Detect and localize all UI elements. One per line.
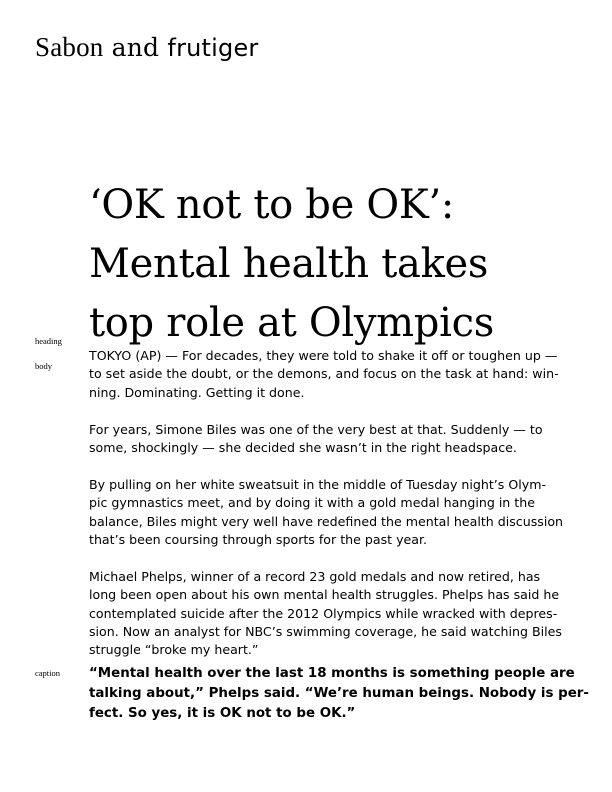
body-line: balance, Biles might very well have redefined the mental health discussion [89,513,564,529]
caption-line: “Mental health over the last 18 months is something people are [89,666,575,681]
body-line: pic gymnastics meet, and by doing it with a gold medal hanging in the [89,495,535,511]
caption-line: talking about,” Phelps said. “We’re human beings. Nobody is per- [89,685,589,701]
body-line: that’s been coursing through sports for the past year. [89,532,428,548]
body-line: Michael Phelps, winner of a record 23 gold medals and now retired, has [89,568,541,584]
body-line: By pulling on her white sweatsuit in the middle of Tuesday night’s Olym- [89,476,547,492]
headline-line: top role at Olympics [89,300,494,346]
body-line: struggle “broke my heart.” [89,642,259,658]
headline-line: ‘OK not to be OK’: [89,182,455,228]
headline-line: Mental health takes [89,241,489,287]
caption-line: fect. So yes, it is OK not to be OK.” [89,705,356,721]
body-paragraph [89,421,589,458]
body-text [89,347,589,678]
caption-quote [89,664,589,723]
body-line: For years, Simone Biles was one of the very best at that. Suddenly — to [89,421,543,437]
heading-label: heading [35,336,62,346]
body-line: to set aside the doubt, or the demons, and focus on the task at hand: win- [89,366,559,382]
caption-label: caption [35,668,61,678]
body-line: long been open about his own mental health struggles. Phelps has said he [89,587,560,603]
body-paragraph [89,568,589,660]
page-title-serif-word: Sabon [35,32,104,62]
headline [89,176,589,353]
body-paragraph [89,347,589,402]
page-title-connector: and [111,33,160,62]
body-line: contemplated suicide after the 2012 Olympics while wracked with depres- [89,605,558,621]
body-line: some, shockingly — she decided she wasn’t in the right headspace. [89,440,517,456]
page-title-sans-word: frutiger [167,34,259,62]
page-title [35,30,259,65]
body-label: body [35,361,52,371]
body-line: ning. Dominating. Getting it done. [89,384,305,400]
body-paragraph [89,476,589,550]
body-line: sion. Now an analyst for NBC’s swimming coverage, he said watching Biles [89,624,562,640]
body-line: TOKYO (AP) — For decades, they were told to shake it off or toughen up — [89,348,558,363]
